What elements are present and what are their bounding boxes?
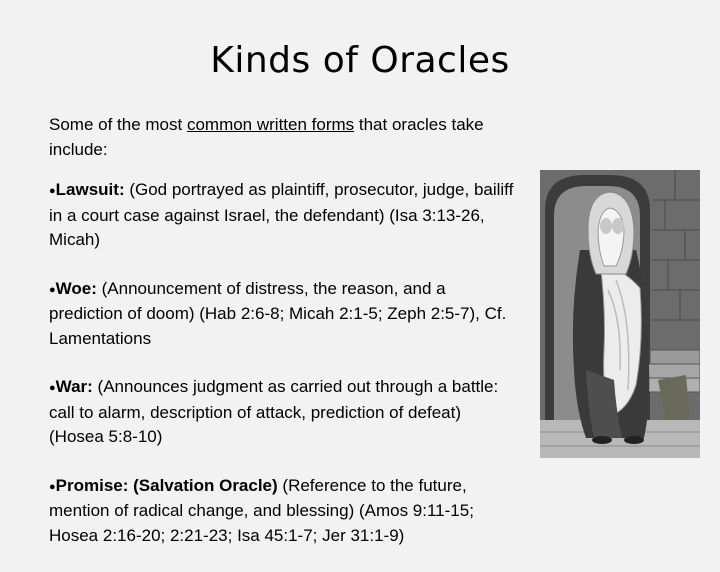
intro-text-before: Some of the most	[49, 115, 187, 134]
slide-title: Kinds of Oracles	[210, 40, 510, 81]
list-item-promise	[49, 474, 519, 549]
bullet-icon: ●	[49, 382, 56, 394]
bullet-icon: ●	[49, 480, 56, 493]
item-description: (God portrayed as plaintiff, prosecutor, judge, bailiff in a court case against Israel, the defendant) (Isa 3:13-26, Micah)	[49, 180, 514, 249]
intro-paragraph	[49, 113, 519, 162]
bullet-icon: ●	[49, 283, 56, 296]
item-term: Lawsuit:	[55, 180, 125, 199]
item-term: Woe:	[55, 278, 97, 298]
bullet-icon: ●	[49, 185, 56, 197]
item-description: (Announcement of distress, the reason, and a prediction of doom) (Hab 2:6-8; Micah 2:1-5; Zeph 2:5-7), Cf. Lamentations	[49, 278, 507, 348]
prophet-illustration	[540, 170, 700, 458]
item-description: (Reference to the future, mention of radical change, and blessing) (Amos 9:11-15; Hosea 2:16-20; 2:21-23; Isa 45:1-7; Jer 31:1-9)	[49, 475, 474, 545]
intro-text-after: that oracles take include:	[49, 115, 484, 159]
list-item-lawsuit	[49, 178, 519, 253]
list-item-woe	[49, 277, 519, 352]
prophet-engraving-icon	[540, 170, 700, 458]
slide-body	[49, 113, 519, 572]
item-description: (Announces judgment as carried out through a battle: call to alarm, description of attack, prediction of defeat) (Hosea 5:8-10)	[49, 377, 499, 446]
item-term: Promise: (Salvation Oracle)	[55, 475, 278, 495]
item-term: War:	[55, 377, 93, 396]
intro-underlined-text: common written forms	[186, 115, 355, 134]
list-item-war	[49, 375, 519, 450]
